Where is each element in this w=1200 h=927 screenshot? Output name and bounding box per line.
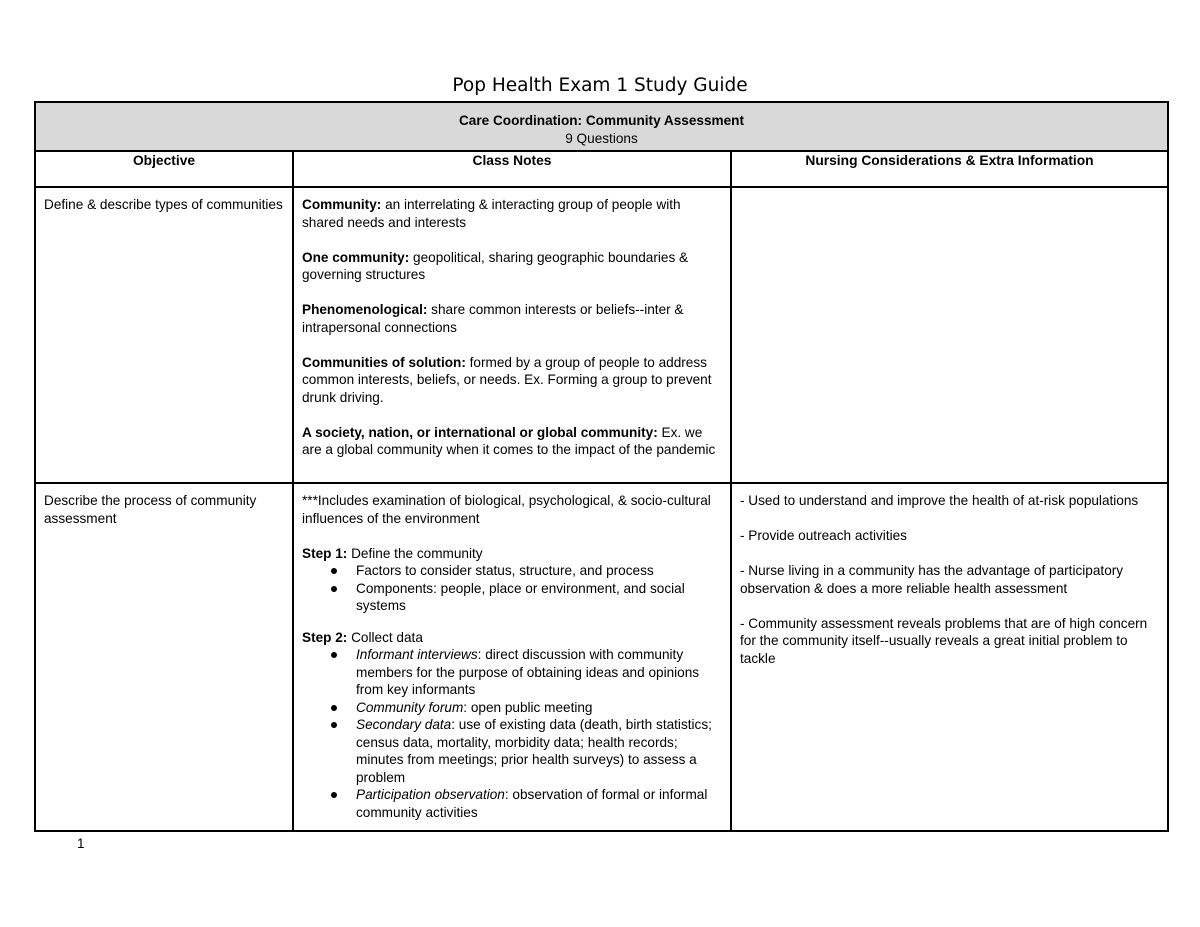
bullet-list (302, 562, 722, 615)
objective-text: Describe the process of community assessment (44, 493, 257, 526)
bullet-list (302, 646, 722, 821)
table-row (35, 187, 1168, 483)
considerations-cell (731, 187, 1168, 483)
page-number: 1 (77, 836, 85, 851)
step-2 (302, 629, 722, 822)
section-header-row (35, 102, 1168, 151)
note-term: Communities of solution: (302, 354, 466, 370)
note-text: geopolitical, sharing geographic boundaries & governing structures (302, 249, 689, 282)
step-text: Collect data (347, 629, 423, 645)
considerations-cell (731, 483, 1168, 831)
document-title: Pop Health Exam 1 Study Guide (452, 75, 748, 96)
section-subtitle: 9 Questions (565, 130, 638, 146)
objective-cell (35, 483, 293, 831)
bullet-term: Participation observation (356, 787, 505, 802)
step-text: Define the community (347, 545, 483, 561)
note-term: Community: (302, 197, 382, 212)
consideration-item: - Used to understand and improve the health of at-risk populations (740, 493, 1139, 508)
objective-cell (35, 187, 293, 483)
bullet-text: : direct discussion with community members for the purpose of obtaining ideas and opinions from key informants (356, 647, 700, 697)
step-label: Step 1: (302, 545, 348, 561)
list-item (356, 786, 722, 821)
column-header-class-notes: Class Notes (293, 151, 731, 187)
step-label: Step 2: (302, 629, 348, 645)
class-notes-cell (293, 483, 731, 831)
note-text: an interrelating & interacting group of people with shared needs and interests (302, 197, 681, 230)
list-item: Components: people, place or environment, and social systems (356, 580, 722, 615)
column-header-row (35, 151, 1168, 187)
section-header (35, 102, 1168, 151)
note-paragraph (302, 301, 722, 336)
note-paragraph (302, 354, 722, 407)
bullet-text: : observation of formal or informal community activities (356, 787, 708, 820)
note-term: A society, nation, or international or global community: (302, 424, 658, 440)
bullet-term: Secondary data (356, 717, 452, 732)
notes-intro: ***Includes examination of biological, psychological, & socio-cultural influences of the environment (302, 493, 711, 526)
bullet-text: : open public meeting (463, 699, 593, 715)
step-1 (302, 545, 722, 615)
column-header-objective: Objective (35, 151, 293, 187)
bullet-term: Informant interviews (356, 647, 478, 662)
study-guide-table (34, 101, 1169, 832)
objective-text: Define & describe types of communities (44, 197, 283, 212)
list-item (356, 699, 722, 717)
class-notes-cell (293, 187, 731, 483)
consideration-item: - Nurse living in a community has the advantage of participatory observation & does a more reliable health assessment (740, 563, 1124, 596)
section-title: Care Coordination: Community Assessment (458, 113, 744, 128)
note-text: Ex. we are a global community when it comes to the impact of the pandemic (302, 424, 716, 457)
bullet-text: : use of existing data (death, birth statistics; census data, mortality, morbidity data; health records; minutes from meetings; prior health surveys) to assess a problem (356, 717, 712, 785)
consideration-item: - Community assessment reveals problems that are of high concern for the community itself--usually reveals a great initial problem to tackle (740, 615, 1148, 666)
note-text: share common interests or beliefs--inter & intrapersonal connections (302, 302, 684, 335)
table-row (35, 483, 1168, 831)
bullet-term: Community forum (356, 699, 464, 715)
note-text: formed by a group of people to address common interests, beliefs, or needs. Ex. Forming a group to prevent drunk driving. (302, 354, 712, 405)
note-paragraph (302, 249, 722, 284)
note-paragraph (302, 424, 722, 459)
consideration-item: - Provide outreach activities (740, 528, 907, 543)
note-term: One community: (302, 249, 410, 265)
note-term: Phenomenological: (302, 302, 428, 317)
list-item (356, 646, 722, 699)
list-item: Factors to consider status, structure, and process (356, 562, 722, 580)
note-paragraph (302, 196, 722, 231)
list-item (356, 716, 722, 786)
column-header-nursing-considerations: Nursing Considerations & Extra Information (731, 151, 1168, 187)
